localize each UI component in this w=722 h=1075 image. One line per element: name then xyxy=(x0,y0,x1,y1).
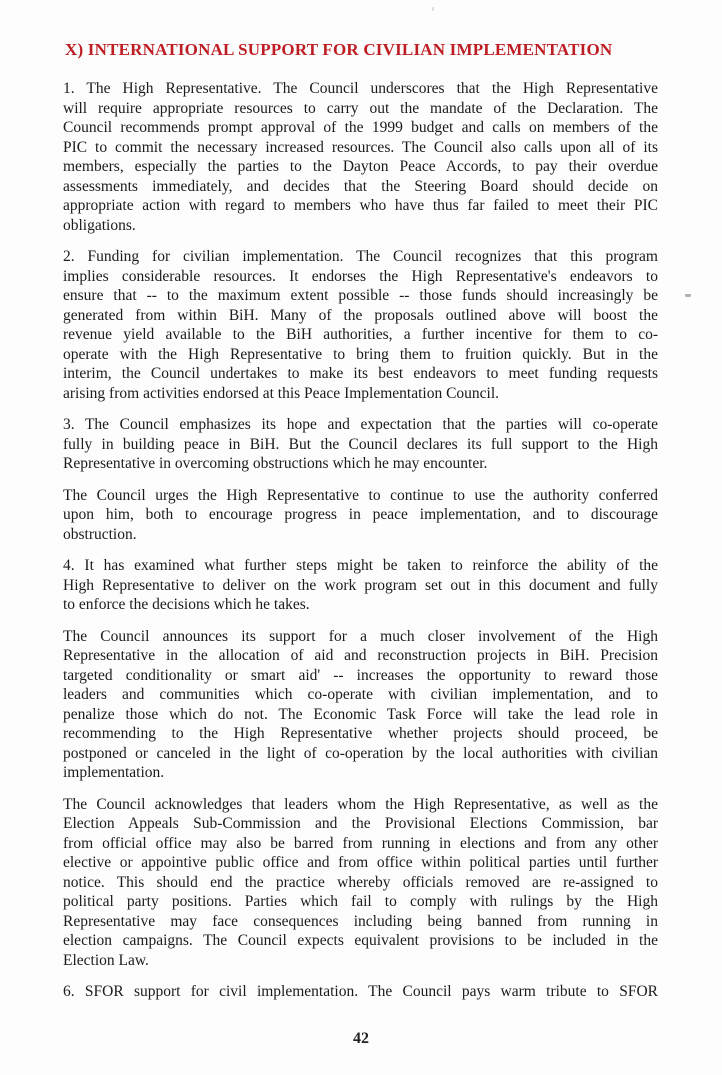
text-line: High Representative to deliver on the work program set out in this document and fully xyxy=(63,576,658,594)
text-line: Representative in the allocation of aid and reconstruction projects in BiH. Precision xyxy=(63,647,658,664)
text-line: 6. SFOR support for civil implementation. The Council pays warm tribute to SFOR xyxy=(63,983,658,1000)
text-line: assessments immediately, and decides that the Steering Board should decide on xyxy=(63,177,658,195)
text-line: 4. It has examined what further steps might be taken to reinforce the ability of the xyxy=(63,557,658,574)
scan-speck xyxy=(432,7,434,11)
text-line: Election Law. xyxy=(63,951,149,969)
text-line: 1. The High Representative. The Council underscores that the High Representative xyxy=(63,80,658,97)
text-line: leaders and communities which co-operate with civilian implementation, and to xyxy=(63,686,658,703)
paragraph xyxy=(63,79,658,235)
text-line: The Council announces its support for a much closer involvement of the High xyxy=(63,627,658,645)
text-line: obstruction. xyxy=(63,525,137,543)
text-line: political party positions. Parties which fail to comply with rulings by the High xyxy=(63,893,658,910)
scan-speck xyxy=(685,294,691,297)
text-line: obligations. xyxy=(63,216,136,234)
paragraph xyxy=(63,556,658,615)
section-heading: X) INTERNATIONAL SUPPORT FOR CIVILIAN IMPLEMENTATION xyxy=(65,40,613,59)
text-line: generated from within BiH. Many of the proposals outlined above will boost the xyxy=(63,306,658,324)
text-line: 2. Funding for civilian implementation. The Council recognizes that this program xyxy=(63,248,658,265)
paragraph xyxy=(63,627,658,783)
text-line: operate with the High Representative to bring them to fruition quickly. But in the xyxy=(63,345,658,363)
text-line: from official office may also be barred from running in elections and from any other xyxy=(63,834,658,852)
text-line: members, especially the parties to the Dayton Peace Accords, to pay their overdue xyxy=(63,158,658,175)
text-line: upon him, both to encourage progress in peace implementation, and to discourage xyxy=(63,506,658,523)
text-line: arising from activities endorsed at this Peace Implementation Council. xyxy=(63,384,500,402)
text-line: ensure that -- to the maximum extent possible -- those funds should increasingly be xyxy=(63,287,658,304)
text-line: fully in building peace in BiH. But the Council declares its full support to the High xyxy=(63,435,658,453)
text-line: notice. This should end the practice whereby officials removed are re-assigned to xyxy=(63,873,658,891)
text-line: recommending to the High Representative whether projects should proceed, be xyxy=(63,725,658,742)
text-line: targeted conditionality or smart aid' -- increases the opportunity to reward those xyxy=(63,666,658,684)
paragraph xyxy=(63,247,658,403)
text-line: Representative in overcoming obstructions which he may encounter. xyxy=(63,455,488,472)
text-line: appropriate action with regard to members who have thus far failed to meet their PIC xyxy=(63,197,658,214)
text-line: will require appropriate resources to carry out the mandate of the Declaration. The xyxy=(63,99,658,117)
text-line: The Council urges the High Representative to continue to use the authority conferred xyxy=(63,486,658,504)
text-line: interim, the Council undertakes to make its best endeavors to meet funding requests xyxy=(63,365,658,382)
page-number: 42 xyxy=(353,1030,369,1047)
text-line: The Council acknowledges that leaders whom the High Representative, as well as the xyxy=(63,795,658,813)
text-line: PIC to commit the necessary increased resources. The Council also calls upon all of its xyxy=(63,138,658,156)
paragraph xyxy=(63,982,658,1002)
text-line: Representative may face consequences including being banned from running in xyxy=(63,912,658,930)
text-line: revenue yield available to the BiH authorities, a further incentive for them to co- xyxy=(63,326,658,343)
text-line: election campaigns. The Council expects equivalent provisions to be included in the xyxy=(63,932,658,949)
text-line: Council recommends prompt approval of the 1999 budget and calls on members of the xyxy=(63,119,658,136)
text-line: implies considerable resources. It endorses the High Representative's endeavors to xyxy=(63,267,658,285)
paragraph xyxy=(63,795,658,971)
text-line: implementation. xyxy=(63,764,165,781)
document-body xyxy=(63,79,658,1014)
text-line: to enforce the decisions which he takes. xyxy=(63,596,310,613)
paragraph xyxy=(63,415,658,474)
paragraph xyxy=(63,486,658,545)
text-line: penalize those which do not. The Economic Task Force will take the lead role in xyxy=(63,705,658,723)
text-line: postponed or canceled in the light of co-operation by the local authorities with civilian xyxy=(63,744,658,762)
text-line: elective or appointive public office and from office within political parties until further xyxy=(63,854,658,871)
text-line: Election Appeals Sub-Commission and the Provisional Elections Commission, bar xyxy=(63,815,658,832)
text-line: 3. The Council emphasizes its hope and expectation that the parties will co-operate xyxy=(63,416,658,433)
